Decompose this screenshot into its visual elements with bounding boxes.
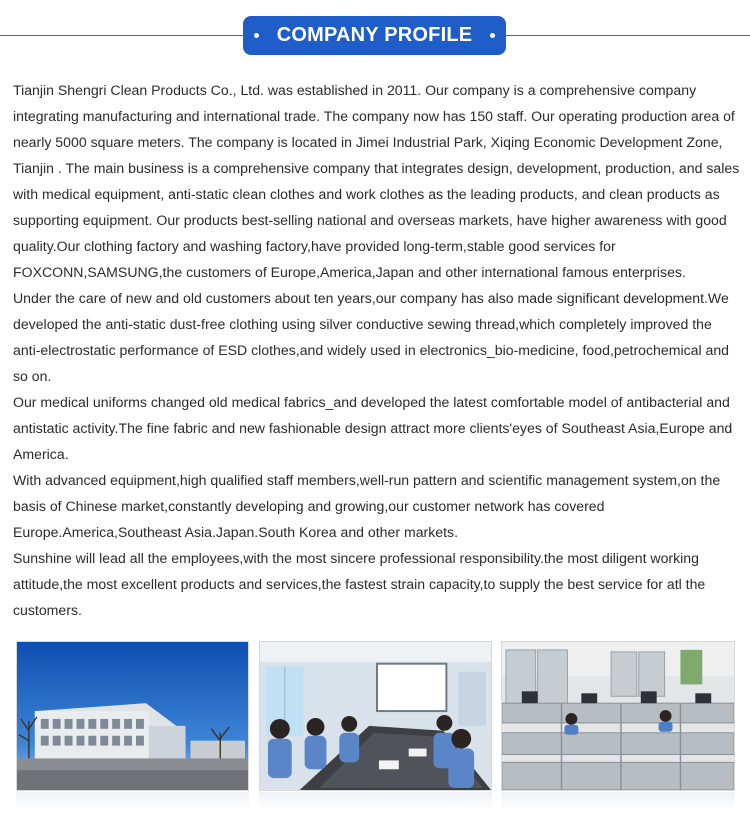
photo-reflection <box>16 792 249 810</box>
photo-reflection <box>501 792 735 810</box>
company-description <box>13 77 741 623</box>
section-header <box>0 0 750 70</box>
paragraph: Under the care of new and old customers about ten years,our company has also made significant development.We developed the anti-static dust-free clothing using silver conductive sewing thread,which completely improved the anti-electrostatic performance of ESD clothes,and widely used in electronics_bio-medicine, food,petrochemical and so on. <box>13 290 730 384</box>
paragraph: Sunshine will lead all the employees,with the most sincere professional responsibility.the most diligent working attitude,the most excellent products and services,the fastest strain capacity,to supply the best service for atl the customers. <box>13 550 706 618</box>
photo-gallery <box>16 641 736 811</box>
factory-building-photo <box>16 641 249 791</box>
paragraph: Our medical uniforms changed old medical fabrics_and developed the latest comfortable model of antibacterial and antistatic activity.The fine fabric and new fashionable design attract more clients'eyes of Southeast Asia,Europe and America. <box>13 394 733 462</box>
meeting-room-photo <box>259 641 492 791</box>
paragraph: With advanced equipment,high qualified staff members,well-run pattern and scientific management system,on the basis of Chinese market,constantly developing and growing,our customer network has covered Europe.America,Southeast Asia.Japan.South Korea and other markets. <box>13 472 721 540</box>
paragraph: Tianjin Shengri Clean Products Co., Ltd. was established in 2011. Our company is a comprehensive company integrating manufacturing and international trade. The company now has 150 staff. Our operating production area of nearly 5000 square meters. The company is located in Jimei Industrial Park, Xiqing Economic Development Zone, Tianjin . The main business is a comprehensive company that integrates design, development, production, and sales with medical equipment, anti-static clean clothes and work clothes as the leading products, and clean products as supporting equipment. Our products best-selling national and overseas markets, have higher awareness with good quality.Our clothing factory and washing factory,have provided long-term,stable good services for FOXCONN,SAMSUNG,the customers of Europe,America,Japan and other international famous enterprises. <box>13 82 740 280</box>
photo-reflection <box>259 792 492 810</box>
bullet-dot-icon <box>254 33 259 38</box>
section-title: COMPANY PROFILE <box>276 24 473 46</box>
bullet-dot-icon <box>490 33 495 38</box>
office-workstations-photo <box>501 641 735 791</box>
header-pill <box>243 16 506 55</box>
